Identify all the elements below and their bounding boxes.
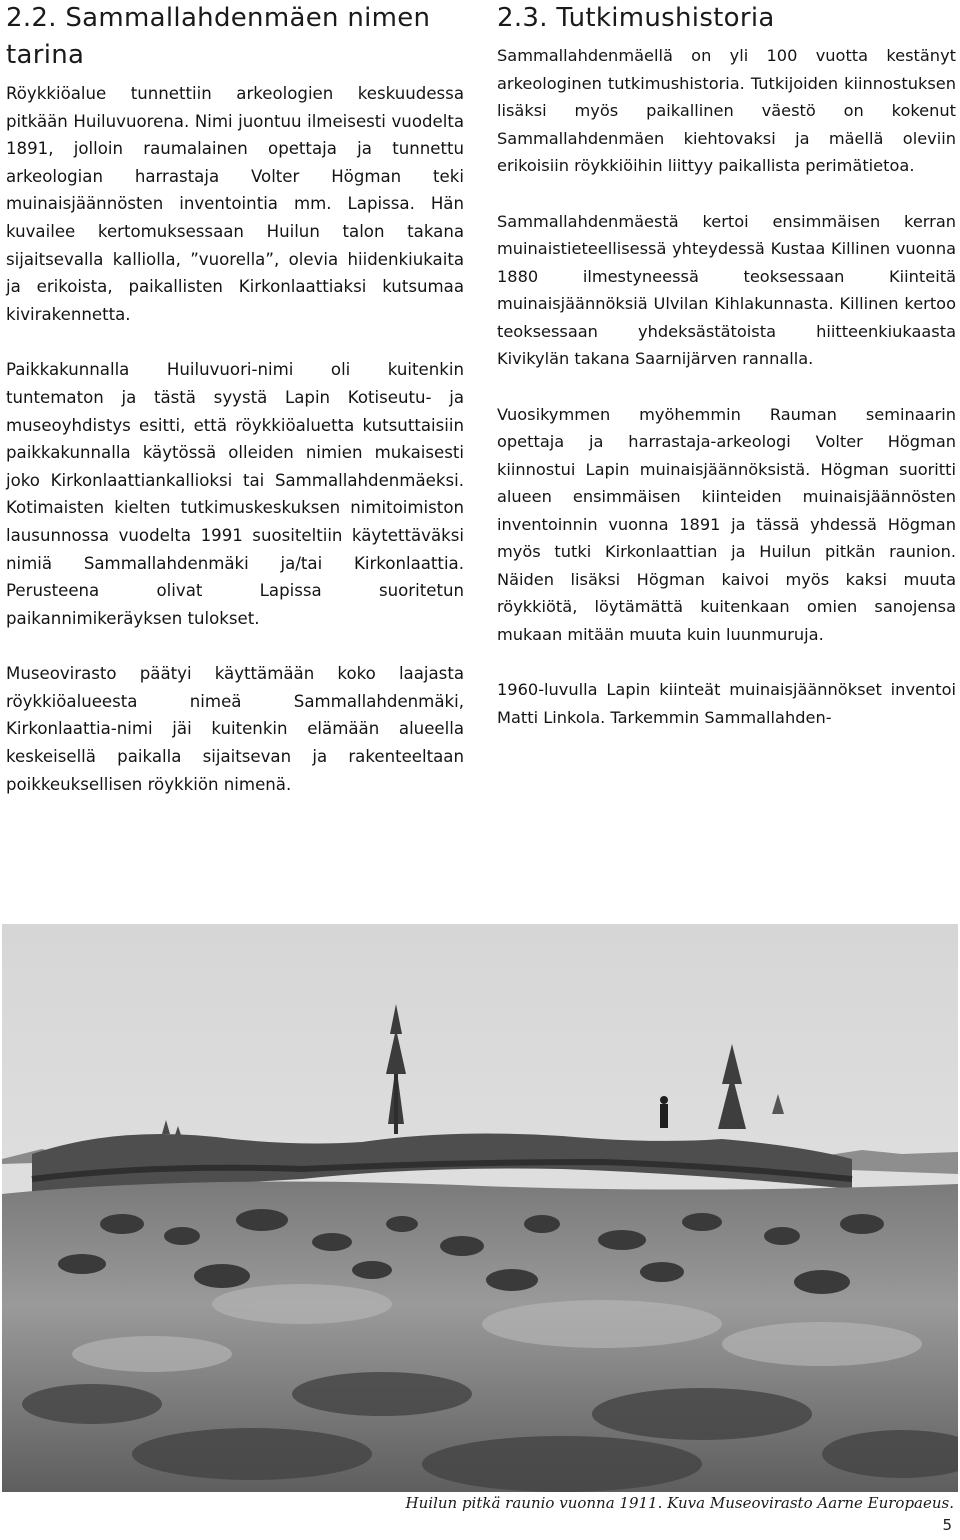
paragraph: Vuosikymmen myöhemmin Rauman seminaarin opettaja ja harrastaja-arkeologi Volter Högman kiinnostui Lapin muinaisjäännöksistä. Högman suoritti alueen ensimmäisen kiinteiden muinaisjäännösten inventoinnin vuonna 1891 ja tässä yhdessä Högman myös tutki Kirkonlaattian ja Huilun pitkän raunion. Näiden lisäksi Högman kaivoi myös kaksi muuta röykkiötä, löytämättä kuitenkaan omien sanojensa mukaan mitään muuta kuin luunmuruja. xyxy=(497,404,956,644)
page-number: 5 xyxy=(942,1516,952,1534)
left-column xyxy=(6,0,464,826)
right-column xyxy=(497,0,956,759)
paragraph: Sammallahdenmäestä kertoi ensimmäisen kerran muinaistieteellisessä yhteydessä Kustaa Killinen vuonna 1880 ilmestyneessä teoksessaan Kiinteitä muinaisjäännöksiä Ulvilan Kihlakunnasta. Killinen kertoo teoksessaan yhdeksästätoista hiitteenkiukaasta Kivikylän takana Saarnijärven rannalla. xyxy=(497,211,956,368)
historical-photo xyxy=(2,924,958,1492)
section-heading-name-story: 2.2. Sammallahdenmäen nimen tarina xyxy=(6,3,431,70)
paragraph: Museovirasto päätyi käyttämään koko laajasta röykkiöalueesta nimeä Sammallahdenmäki, Kirkonlaattia-nimi jäi kuitenkin elämään alueella keskeisellä paikalla sijaitsevan ja rakenteeltaan poikkeuksellisen röykkiön nimenä. xyxy=(6,664,464,794)
paragraph: 1960-luvulla Lapin kiinteät muinaisjäännökset inventoi Matti Linkola. Tarkemmin Sammallahden- xyxy=(497,680,956,727)
paragraph: Röykkiöalue tunnettiin arkeologien keskuudessa pitkään Huiluvuorena. Nimi juontuu ilmeisesti vuodelta 1891, jolloin raumalainen opettaja ja tunnettu arkeologian harrastaja Volter Högman teki muinaisjäännösten inventointia mm. Lapissa. Hän kuvailee kertomuksessaan Huilun talon takana sijaitsevalla kalliolla, ”vuorella”, olevia hiidenkiukaita ja erikoista, paikallisten Kirkonlaattiaksi kutsumaa kivirakennetta. xyxy=(6,84,464,324)
photo-caption: Huilun pitkä raunio vuonna 1911. Kuva Museovirasto Aarne Europaeus. xyxy=(405,1494,954,1512)
section-heading-research-history: 2.3. Tutkimushistoria xyxy=(497,3,775,33)
paragraph: Sammallahdenmäellä on yli 100 vuotta kestänyt arkeologinen tutkimushistoria. Tutkijoiden kiinnostuksen lisäksi myös paikallinen väestö on kokenut Sammallahdenmäen kiehtovaksi ja mäellä oleviin erikoisiin röykkiöihin liittyy paikallista perimätietoa. xyxy=(497,46,956,175)
paragraph: Paikkakunnalla Huiluvuori-nimi oli kuitenkin tuntematon ja tästä syystä Lapin Kotiseutu- ja museoyhdistys esitti, että röykkiöaluetta kutsuttaisiin paikkakunnalla käytössä olleiden nimien mukaisesti joko Kirkonlaattiankallioksi tai Sammallahdenmäeksi. Kotimaisten kielten tutkimuskeskuksen nimitoimiston lausunnossa vuodelta 1991 suositeltiin käytettäväksi nimiä Sammallahdenmäki ja/tai Kirkonlaattia. Perusteena olivat Lapissa suoritetun paikannimikeräyksen tulokset. xyxy=(6,360,464,628)
